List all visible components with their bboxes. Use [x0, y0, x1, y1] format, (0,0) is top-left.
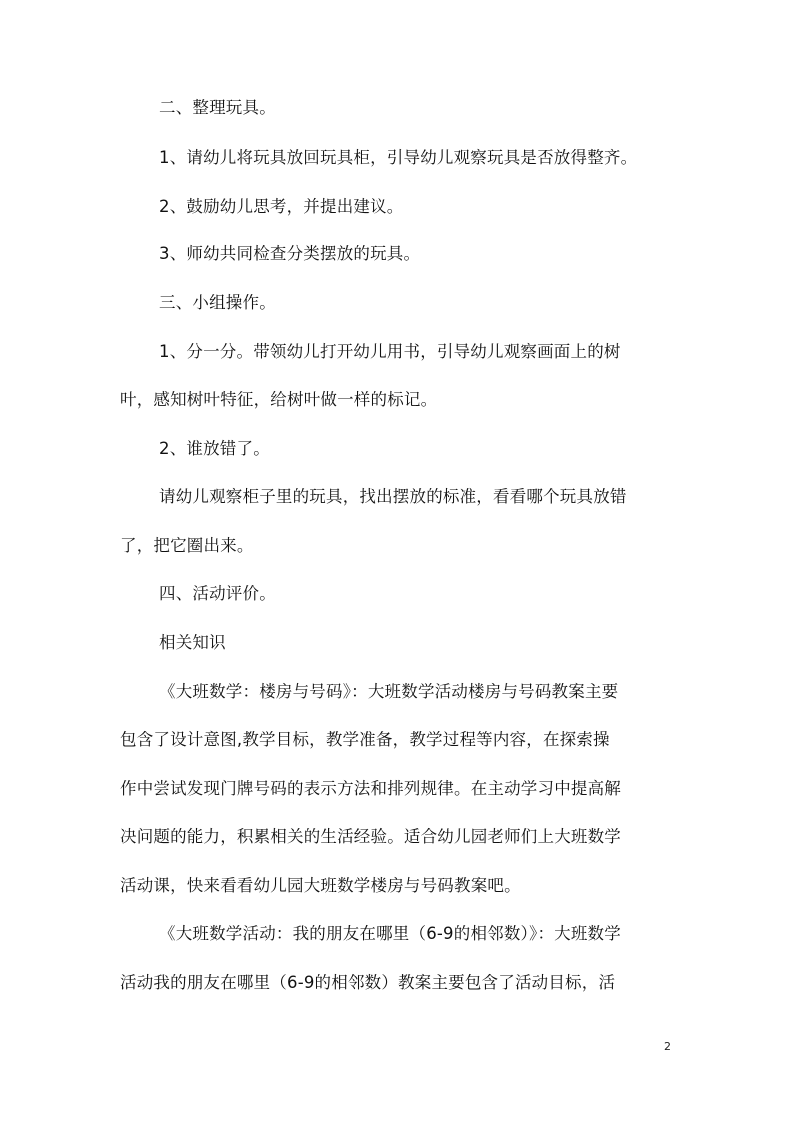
paragraph-group-step-1-line-1: 1、分一分。带领幼儿打开幼儿用书，引导幼儿观察画面上的树	[159, 342, 621, 361]
related-paragraph-1-line-5: 活动课，快来看看幼儿园大班数学楼房与号码教案吧。	[120, 876, 521, 895]
paragraph-instruction-line-2: 了，把它圈出来。	[120, 536, 254, 555]
paragraph-step-3: 3、师幼共同检查分类摆放的玩具。	[159, 244, 421, 263]
section-heading-organize-toys: 二、整理玩具。	[159, 98, 276, 117]
paragraph-step-1: 1、请幼儿将玩具放回玩具柜，引导幼儿观察玩具是否放得整齐。	[159, 148, 638, 167]
section-heading-evaluation: 四、活动评价。	[159, 584, 276, 603]
page-number: 2	[664, 1040, 671, 1053]
related-paragraph-2-line-2: 活动我的朋友在哪里（6-9的相邻数）教案主要包含了活动目标，活	[120, 973, 616, 992]
related-knowledge-heading: 相关知识	[159, 633, 226, 652]
related-paragraph-1-line-1: 《大班数学：楼房与号码》：大班数学活动楼房与号码教案主要	[159, 682, 619, 701]
paragraph-instruction-line-1: 请幼儿观察柜子里的玩具，找出摆放的标准，看看哪个玩具放错	[159, 487, 627, 506]
section-heading-group-work: 三、小组操作。	[159, 293, 276, 312]
related-paragraph-2-line-1: 《大班数学活动：我的朋友在哪里（6-9的相邻数）》：大班数学	[159, 924, 621, 943]
related-paragraph-1-line-2: 包含了设计意图,教学目标，教学准备，教学过程等内容，在探索操	[120, 730, 610, 749]
paragraph-step-2: 2、鼓励幼儿思考，并提出建议。	[159, 197, 404, 216]
related-paragraph-1-line-3: 作中尝试发现门牌号码的表示方法和排列规律。在主动学习中提高解	[120, 779, 621, 798]
related-paragraph-1-line-4: 决问题的能力，积累相关的生活经验。适合幼儿园老师们上大班数学	[120, 827, 621, 846]
paragraph-group-step-1-line-2: 叶，感知树叶特征，给树叶做一样的标记。	[120, 390, 438, 409]
paragraph-group-step-2: 2、谁放错了。	[159, 439, 270, 458]
